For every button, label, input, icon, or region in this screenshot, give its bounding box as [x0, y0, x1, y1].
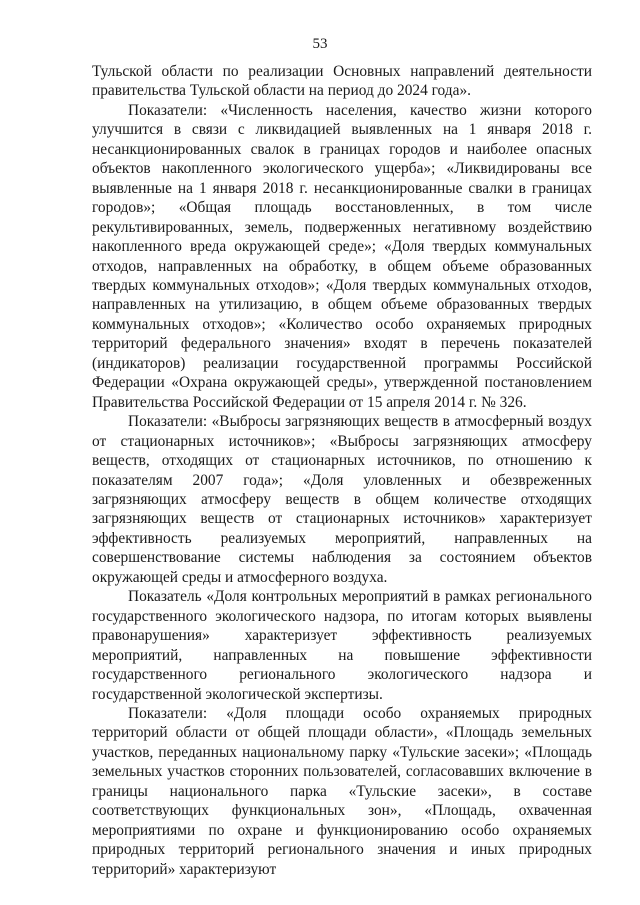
document-body	[92, 62, 592, 879]
paragraph-continuation: Тульской области по реализации Основных направлений деятельности правительства Тульской области на период до 2024 года».	[92, 63, 592, 100]
paragraph-indicator-supervision: Показатель «Доля контрольных мероприятий в рамках регионального государственного экологического надзора, по итогам которых выявлены правонарушения» характеризует эффективность реализуемых мероприятий, направленных на повышение эффективности государственного регионального экологического надзора и государственной экологической экспертизы.	[92, 588, 592, 703]
paragraph-indicators-waste: Показатели: «Численность населения, качество жизни которого улучшится в связи с ликвидацией выявленных на 1 января 2018 г. несанкционированных свалок в границах городов и наиболее опасных объектов накопленного экологического ущерба»; «Ликвидированы все выявленные на 1 января 2018 г. несанкционированные свалки в границах городов»; «Общая площадь восстановленных, в том числе рекультивированных, земель, подверженных негативному воздействию накопленного вреда окружающей среде»; «Доля твердых коммунальных отходов, направленных на обработку, в общем объеме образованных твердых коммунальных отходов»; «Доля твердых коммунальных отходов, направленных на утилизацию, в общем объеме образованных твердых коммунальных отходов»; «Количество особо охраняемых природных территорий федерального значения» входят в перечень показателей (индикаторов) реализации государственной программы Российской Федерации «Охрана окружающей среды», утвержденной постановлением Правительства Российской Федерации от 15 апреля 2014 г. № 326.	[92, 101, 592, 411]
paragraph-indicators-protected-areas: Показатели: «Доля площади особо охраняемых природных территорий области от общей площади области», «Площадь земельных участков, переданных национальному парку «Тульские засеки»; «Площадь земельных участков сторонних пользователей, согласовавших включение в границы национального парка «Тульские засеки», в составе соответствующих функциональных зон», «Площадь, охваченная мероприятиями по охране и функционированию особо охраняемых природных территорий регионального значения и иных природных территорий» характеризуют	[92, 704, 592, 878]
paragraph-indicators-emissions: Показатели: «Выбросы загрязняющих веществ в атмосферный воздух от стационарных источников»; «Выбросы загрязняющих атмосферу веществ, отходящих от стационарных источников, по отношению к показателям 2007 года»; «Доля уловленных и обезвреженных загрязняющих атмосферу веществ в общем количестве отходящих загрязняющих веществ от стационарных источников» характеризует эффективность реализуемых мероприятий, направленных на совершенствование системы наблюдения за состоянием объектов окружающей среды и атмосферного воздуха.	[92, 413, 592, 586]
page-number: 53	[312, 36, 328, 52]
